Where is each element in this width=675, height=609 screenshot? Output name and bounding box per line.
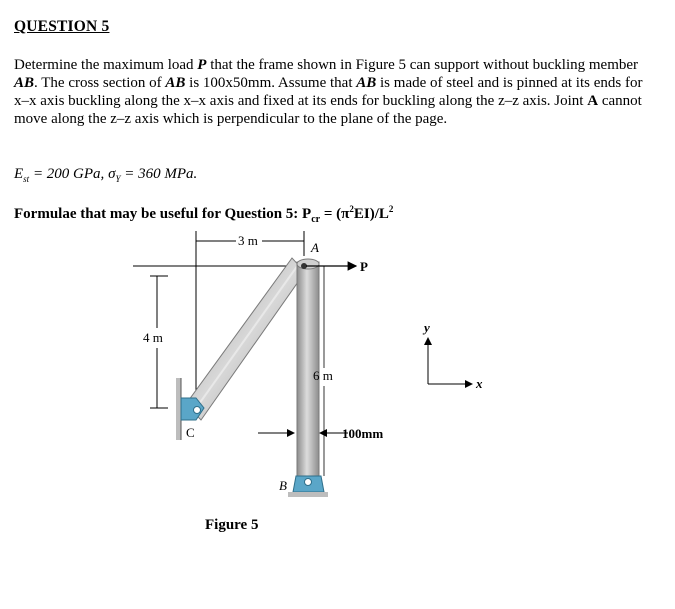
member-ab: AB xyxy=(14,75,35,91)
dim-100mm-label: 100mm xyxy=(342,426,384,441)
dim-4m-label: 4 m xyxy=(143,330,163,345)
sigma-subscript: Y xyxy=(115,174,121,184)
member-ab: AB xyxy=(356,75,377,91)
load-symbol: P xyxy=(197,57,207,73)
text: . The cross section of xyxy=(34,75,166,91)
text: Determine the maximum load xyxy=(14,57,198,73)
dim-6m-label: 6 m xyxy=(313,368,333,383)
question-heading: QUESTION 5 xyxy=(14,18,110,35)
formula-eq: = (π xyxy=(320,206,350,222)
formula-sup: 2 xyxy=(349,204,354,214)
load-p-label: P xyxy=(360,259,368,274)
e-subscript: st xyxy=(23,174,30,184)
formula-mid: EI)/L xyxy=(353,206,389,222)
formula-sup: 2 xyxy=(388,204,394,214)
formula-prefix: Formulae that may be useful for Question 5: P xyxy=(14,206,312,222)
dim-3m-label: 3 m xyxy=(238,233,258,248)
axis-y-label: y xyxy=(424,320,430,335)
e-value: = 200 GPa, xyxy=(29,166,109,182)
text: that the frame shown in Figure 5 can support without buckling member xyxy=(206,57,639,73)
support-b-label: B xyxy=(279,478,287,493)
column-top xyxy=(297,259,319,269)
diagonal-highlight xyxy=(194,265,298,411)
text: cannot move along the z–z axis which is perpendicular to the plane of the page. xyxy=(14,93,642,127)
joint-a-label: A xyxy=(311,240,319,255)
wall xyxy=(176,378,181,440)
formula-sub: cr xyxy=(311,214,321,225)
e-symbol: E xyxy=(14,166,24,182)
member-ab: AB xyxy=(165,75,186,91)
support-c-label: C xyxy=(186,425,195,440)
pin-b xyxy=(305,479,312,486)
figure-caption: Figure 5 xyxy=(205,517,259,533)
text: is 100x50mm. Assume that xyxy=(185,75,357,91)
pin-c xyxy=(194,407,201,414)
joint-a: A xyxy=(587,93,599,109)
text: is made of steel and is pinned at its ends for x–x axis buckling along the x–x axis and fixed at its ends for buckling along the z–z axis. Joint xyxy=(14,75,643,109)
axis-x-label: x xyxy=(476,376,483,391)
sigma-value: = 360 MPa. xyxy=(120,166,198,182)
ground xyxy=(288,492,328,497)
sigma-symbol: σ xyxy=(108,166,116,182)
